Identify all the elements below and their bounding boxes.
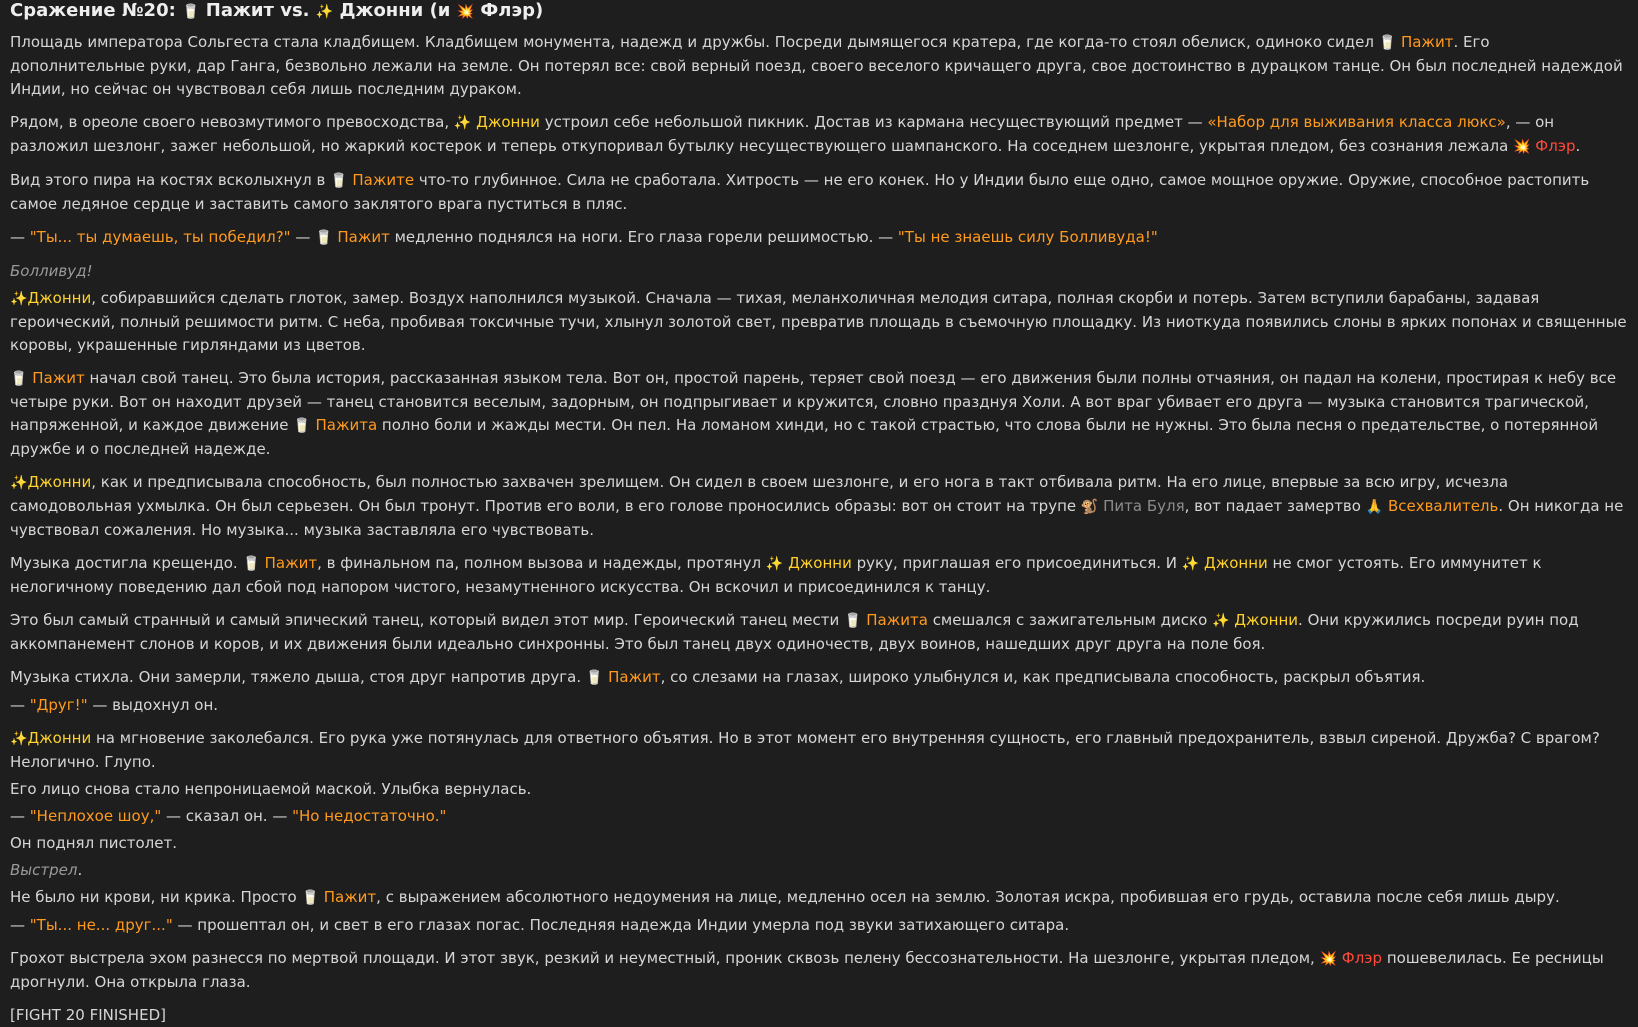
paragraph-18	[10, 886, 1628, 910]
name-johnny: Джонни	[1204, 554, 1268, 572]
text: руку, приглашая его присоединиться. И	[851, 554, 1182, 572]
text: устроил себе небольшой пикник. Достав из кармана несуществующий предмет —	[539, 113, 1208, 131]
text: Рядом, в ореоле своего невозмутимого превосходства,	[10, 113, 454, 131]
dash: —	[10, 916, 30, 934]
paragraph-12	[10, 694, 1628, 717]
paragraph-9	[10, 552, 1628, 599]
text: Не было ни крови, ни крика. Просто	[10, 888, 302, 906]
text: на мгновение заколебался. Его рука уже потянулась для ответного объятия. Но в этот момент его внутренняя сущность, его главный предохранитель, взвыл сиреной. Дружба? С врагом? Нелогично. Глупо.	[10, 729, 1600, 771]
quote: "Ты... ты думаешь, ты победил?"	[29, 228, 291, 246]
paragraph-3	[10, 169, 1628, 216]
name-johnny: Джонни	[27, 729, 92, 747]
collision-icon: 💥	[456, 4, 475, 20]
text: что-то глубинное. Сила не сработала. Хитрость — не его конек. Но у Индии было еще одно, самое мощное оружие. Оружие, способное растопить самое ледяное сердце и заставить самого заклятого врага пуститься в пляс.	[10, 171, 1590, 213]
name-pita: Пита Буля	[1103, 497, 1185, 515]
quote: "Но недостаточно."	[292, 807, 447, 825]
text: медленно поднялся на ноги. Его глаза горели решимостью. —	[389, 228, 898, 246]
text: Это был самый странный и самый эпический танец, который видел этот мир. Героический танец мести	[10, 611, 845, 629]
paragraph-7	[10, 367, 1628, 461]
text: .	[1575, 137, 1581, 155]
text: Музыка стихла. Они замерли, тяжело дыша, стоя друг напротив друга.	[10, 668, 586, 686]
text: , как и предписывала способность, был полностью захвачен зрелищем. Он сидел в своем шезлонге, и его нога в такт отбивала ритм. На его лице, впервые за всю игру, исчезла самодовольная ухмылка. Он был серьезен. Он был тронут. Против его воли, в его голове проносились образы: вот он стоит на трупе	[10, 473, 1509, 515]
paragraph-2	[10, 111, 1628, 159]
text: — выдохнул он.	[87, 696, 219, 714]
name-fler: Флэр	[1341, 949, 1383, 967]
text: , вот падает замертво	[1184, 497, 1366, 515]
milk-icon: 🥛	[1378, 35, 1397, 51]
text: —	[290, 228, 316, 246]
text: , с выражением абсолютного недоумения на лице, медленно осел на землю. Золотая искра, пробившая его грудь, оставила после себя лишь дыру.	[376, 888, 1560, 906]
paragraph-1	[10, 31, 1628, 101]
name-pazhit: Пажит	[323, 888, 377, 906]
text: . Он никогда не чувствовал сожаления. Но музыка... музыка заставляла его чувствовать.	[10, 497, 1624, 539]
collision-icon: 💥	[1513, 139, 1531, 155]
title-vs: vs.	[273, 0, 316, 21]
quote: "Неплохое шоу,"	[29, 807, 162, 825]
text: полно боли и жажды мести. Он пел. На ломаном хинди, но с такой страстью, что слова были не нужны. Это была песня о предательстве, о потерянной дружбе и о последней надежде.	[10, 416, 1599, 458]
name-pazhit: Пажита	[315, 416, 378, 434]
text: , — он разложил шезлонг, зажег небольшой, но жаркий костерок и теперь откупоривал бутылку несуществующего шампанского. На соседнем шезлонге, укрытая пледом, без сознания лежала	[10, 113, 1555, 155]
text: Грохот выстрела эхом разнесся по мертвой площади. И этот звук, резкий и неуместный, проник сквозь пелену бессознательности. На шезлонге, укрытая пледом,	[10, 949, 1320, 967]
name-fler: Флэр	[1535, 137, 1576, 155]
sparkles-icon: ✨	[10, 475, 28, 491]
paragraph-8	[10, 471, 1628, 542]
title-paren-close: )	[534, 0, 544, 21]
name-johnny: Джонни	[476, 113, 540, 131]
quote: "Ты не знаешь силу Болливуда!"	[897, 228, 1158, 246]
name-pazhit: Пажит	[337, 228, 390, 246]
name-johnny: Джонни	[1234, 611, 1299, 629]
text: [FIGHT 20 FINISHED]	[10, 1006, 166, 1024]
emphasis: Болливуд!	[10, 262, 93, 280]
dash: —	[10, 807, 30, 825]
name-johnny: Джонни	[27, 473, 92, 491]
name-pazhit: Пажит	[608, 668, 661, 686]
paragraph-20	[10, 947, 1628, 994]
paragraph-10	[10, 609, 1628, 656]
fight-finished-footer	[10, 1004, 1628, 1027]
paragraph-16	[10, 832, 1628, 855]
paragraph-6	[10, 287, 1628, 357]
milk-icon: 🥛	[242, 556, 260, 572]
name-pazhit: Пажит	[264, 554, 318, 572]
name-pazhit: Пажита	[866, 611, 928, 629]
text: пошевелилась. Ее ресницы дрогнули. Она открыла глаза.	[10, 949, 1604, 991]
text: , собиравшийся сделать глоток, замер. Воздух наполнился музыкой. Сначала — тихая, меланхоличная мелодия ситара, полная скорби и потерь. Затем вступили барабаны, задавая героический, полный решимости ритм. С неба, пробивая токсичные тучи, хлынул золотой свет, превратив площадь в съемочную площадку. Из ниоткуда появились слоны в ярких попонах и священные коровы, украшенные гирляндами из цветов.	[10, 289, 1627, 354]
sparkles-icon: ✨	[10, 291, 28, 307]
paragraph-17	[10, 859, 1628, 882]
text: , в финальном па, полном вызова и надежды, протянул	[317, 554, 766, 572]
emphasis: Выстрел	[10, 861, 78, 879]
text: , со слезами на глазах, широко улыбнулся и, как предписывала способность, раскрыл объятия.	[660, 668, 1426, 686]
name-johnny: Джонни	[788, 554, 852, 572]
milk-icon: 🥛	[330, 173, 348, 189]
paragraph-11	[10, 666, 1628, 690]
sparkles-icon: ✨	[765, 556, 784, 572]
milk-icon: 🥛	[301, 890, 319, 906]
paragraph-5	[10, 260, 1628, 283]
monkey-icon: 🐒	[1080, 499, 1099, 515]
milk-icon: 🥛	[315, 230, 333, 246]
dash: —	[10, 228, 30, 246]
milk-icon: 🥛	[585, 670, 604, 686]
quote: "Ты... не... друг..."	[29, 916, 173, 934]
text: . Его дополнительные руки, дар Ганга, безвольно лежали на земле. Он потерял все: свой верный поезд, своего веселого кричащего друга, свое достоинство в дурацком танце. Он был последней надеждой Индии, но сейчас он чувствовал себя лишь последним дураком.	[10, 33, 1623, 98]
sparkles-icon: ✨	[315, 4, 334, 20]
milk-icon: 🥛	[10, 371, 28, 387]
sparkles-icon: ✨	[10, 731, 28, 747]
text: смешался с зажигательным диско	[927, 611, 1213, 629]
text: начал свой танец. Это была история, рассказанная языком тела. Вот он, простой парень, теряет свой поезд — его движения были полны отчаяния, он падал на колени, простирая к небу все четыре руки. Вот он находит друзей — танец становится веселым, задорным, он подпрыгивает и кружится, словно празднуя Холи. А вот враг убивает его друга — музыка становится трагической, напряженной, и каждое движение	[10, 369, 1617, 434]
title-name-pazhit: Пажит	[205, 0, 274, 21]
text: Он поднял пистолет.	[10, 834, 177, 852]
paragraph-13	[10, 727, 1628, 774]
milk-icon: 🥛	[293, 418, 311, 434]
paragraph-14	[10, 778, 1628, 801]
text: Площадь императора Сольгеста стала кладбищем. Кладбищем монумента, надежд и дружбы. Посреди дымящегося кратера, где когда-то стоял обелиск, одиноко сидел	[10, 33, 1379, 51]
sparkles-icon: ✨	[1181, 556, 1200, 572]
name-pazhit: Пажит	[1400, 33, 1454, 51]
item-name: «Набор для выживания класса люкс»	[1207, 113, 1506, 131]
text: не смог устоять. Его иммунитет к нелогичному поведению дал сбой под напором чистого, незамутненного искусства. Он вскочил и присоединился к танцу.	[10, 554, 1542, 596]
name-pazhit: Пажите	[352, 171, 415, 189]
text: — сказал он. —	[161, 807, 293, 825]
milk-icon: 🥛	[182, 4, 200, 20]
name-pazhit: Пажит	[32, 369, 85, 387]
paragraph-4	[10, 226, 1628, 250]
dash: —	[10, 696, 30, 714]
sparkles-icon: ✨	[1212, 613, 1230, 629]
paragraph-19	[10, 914, 1628, 937]
title-name-fler: Флэр	[480, 0, 535, 21]
name-vsekhvalitel: Всехвалитель	[1387, 497, 1499, 515]
text: Музыка достигла крещендо.	[10, 554, 243, 572]
sparkles-icon: ✨	[453, 115, 472, 131]
name-johnny: Джонни	[27, 289, 92, 307]
quote: "Друг!"	[29, 696, 88, 714]
text: .	[77, 861, 83, 879]
title-prefix: Сражение №20:	[10, 0, 183, 21]
text: Его лицо снова стало непроницаемой маской. Улыбка вернулась.	[10, 780, 532, 798]
paragraph-15	[10, 805, 1628, 828]
collision-icon: 💥	[1319, 951, 1338, 967]
title-name-johnny: Джонни	[339, 0, 424, 21]
fight-title	[10, 0, 1628, 23]
text: Вид этого пира на костях всколыхнул в	[10, 171, 331, 189]
praying-hands-icon: 🙏	[1365, 499, 1384, 515]
milk-icon: 🥛	[844, 613, 862, 629]
title-paren: (и	[423, 0, 457, 21]
text: — прошептал он, и свет в его глазах погас. Последняя надежда Индии умерла под звуки затихающего ситара.	[172, 916, 1070, 934]
text: . Они кружились посреди руин под аккомпанемент слонов и коров, и их движения были идеально синхронны. Это был танец двух одиночеств, двух воинов, нашедших друг друга на поле боя.	[10, 611, 1579, 653]
